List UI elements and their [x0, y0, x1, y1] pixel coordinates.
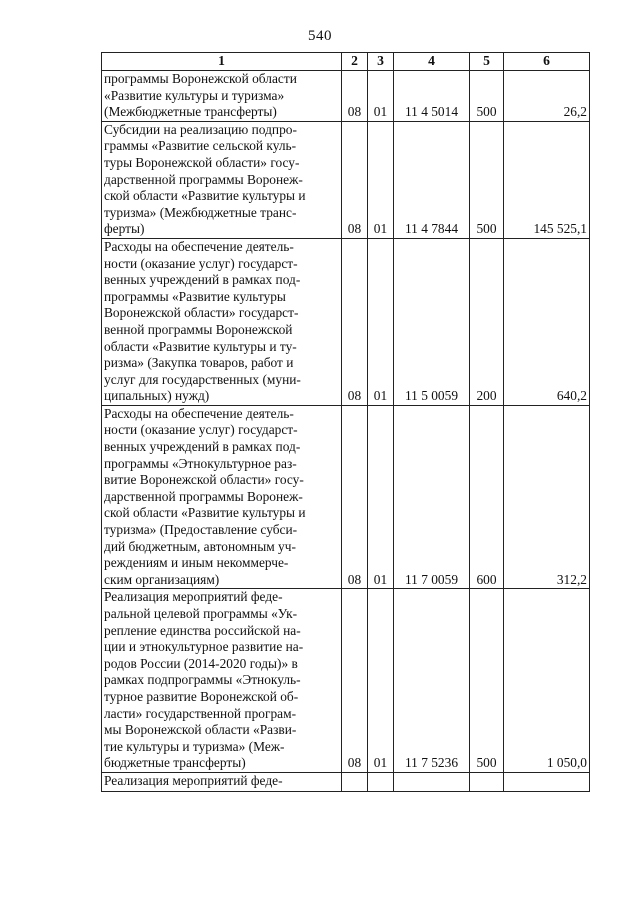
- table-row: [102, 405, 590, 589]
- row-description: Реализация мероприятий феде-: [102, 772, 342, 791]
- row-description: Расходы на обеспечение деятель- ности (оказание услуг) государст- венных учреждений в рамках под- программы «Развитие культуры Воронежской области» государст- венной программы Воронежской области «Развитие культуры и ту- ризма» (Закупка товаров, работ и услуг для государственных (муни- ципальных) нужд): [102, 238, 342, 405]
- row-section: 08: [342, 71, 368, 122]
- row-section: 08: [342, 589, 368, 773]
- row-expense-type: [470, 772, 504, 791]
- row-target-article: 11 7 5236: [394, 589, 470, 773]
- row-expense-type: 200: [470, 238, 504, 405]
- row-subsection: 01: [368, 589, 394, 773]
- row-section: [342, 772, 368, 791]
- header-col-amount: 6: [504, 53, 590, 71]
- row-description: Расходы на обеспечение деятель- ности (оказание услуг) государст- венных учреждений в рамках под- программы «Этнокультурное раз- витие Воронежской области» госу- дарственной программы Воронеж- ской области «Развитие культуры и туризма» (Предоставление субси- дий бюджетным, автономным уч- реждениям и иным некоммерче- ским организациям): [102, 405, 342, 589]
- row-target-article: 11 5 0059: [394, 238, 470, 405]
- row-subsection: 01: [368, 405, 394, 589]
- header-col-section: 2: [342, 53, 368, 71]
- header-col-expense-type: 5: [470, 53, 504, 71]
- row-expense-type: 500: [470, 589, 504, 773]
- row-subsection: 01: [368, 121, 394, 238]
- table-header: [102, 53, 590, 71]
- row-target-article: [394, 772, 470, 791]
- row-subsection: 01: [368, 238, 394, 405]
- header-col-target-article: 4: [394, 53, 470, 71]
- row-section: 08: [342, 121, 368, 238]
- table-body: [102, 71, 590, 792]
- table-row: [102, 121, 590, 238]
- table-row: [102, 238, 590, 405]
- row-section: 08: [342, 238, 368, 405]
- row-expense-type: 600: [470, 405, 504, 589]
- row-description: программы Воронежской области «Развитие культуры и туризма» (Межбюджетные трансферты): [102, 71, 342, 122]
- row-target-article: 11 4 7844: [394, 121, 470, 238]
- row-amount: 640,2: [504, 238, 590, 405]
- row-section: 08: [342, 405, 368, 589]
- header-col-description: 1: [102, 53, 342, 71]
- row-subsection: [368, 772, 394, 791]
- row-amount: 312,2: [504, 405, 590, 589]
- row-amount: 26,2: [504, 71, 590, 122]
- row-amount: 145 525,1: [504, 121, 590, 238]
- table-row: [102, 71, 590, 122]
- header-col-subsection: 3: [368, 53, 394, 71]
- budget-table: [101, 52, 590, 792]
- row-description: Субсидии на реализацию подпро- граммы «Развитие сельской куль- туры Воронежской области» госу- дарственной программы Воронеж- ской области «Развитие культуры и туризма» (Межбюджетные транс- ферты): [102, 121, 342, 238]
- row-expense-type: 500: [470, 71, 504, 122]
- row-subsection: 01: [368, 71, 394, 122]
- row-target-article: 11 4 5014: [394, 71, 470, 122]
- table-row: [102, 772, 590, 791]
- header-row: [102, 53, 590, 71]
- row-amount: [504, 772, 590, 791]
- page-number: 540: [308, 28, 332, 44]
- row-amount: 1 050,0: [504, 589, 590, 773]
- row-description: Реализация мероприятий феде- ральной целевой программы «Ук- репление единства российской на- ции и этнокультурное развитие на- родов России (2014-2020 годы)» в рамках подпрограммы «Этнокуль- турное развитие Воронежской об- ласти» государственной програм- мы Воронежской области «Разви- тие культуры и туризма» (Меж- бюджетные трансферты): [102, 589, 342, 773]
- row-target-article: 11 7 0059: [394, 405, 470, 589]
- row-expense-type: 500: [470, 121, 504, 238]
- table-row: [102, 589, 590, 773]
